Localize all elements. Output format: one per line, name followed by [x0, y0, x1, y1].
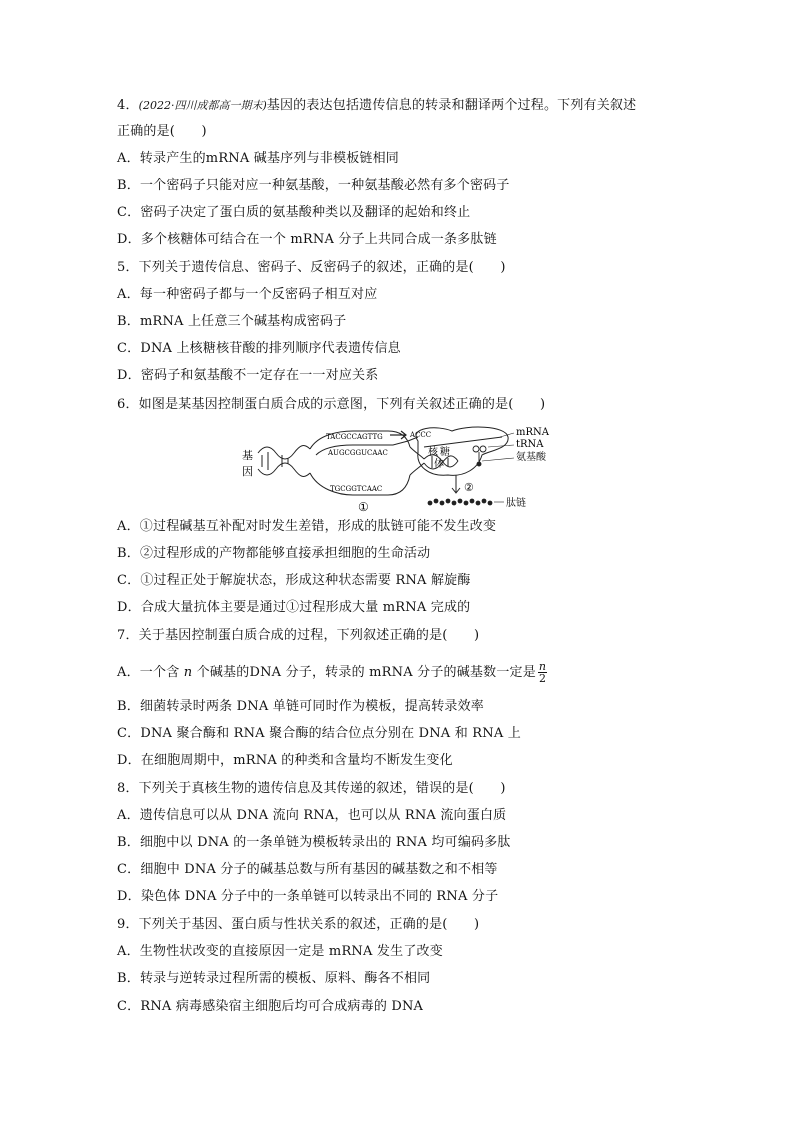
gene-expression-diagram — [238, 425, 568, 517]
q5-option-c: C．DNA 上核糖核苷酸的排列顺序代表遗传信息 — [117, 341, 401, 356]
q4-stem-text: 基因的表达包括遗传信息的转录和翻译两个过程。下列有关叙述 — [266, 98, 637, 113]
q4-number: 4． — [117, 98, 139, 113]
q8-option-d: D．染色体 DNA 分子中的一条单链可以转录出不同的 RNA 分子 — [117, 889, 499, 904]
fraction-denominator: 2 — [538, 672, 547, 685]
q7-option-c: C．DNA 聚合酶和 RNA 聚合酶的结合位点分别在 DNA 和 RNA 上 — [117, 726, 521, 741]
q6-option-b: B．②过程形成的产物都能够直接承担细胞的生命活动 — [117, 546, 431, 561]
ribosome-label-2: 糖 — [440, 447, 450, 458]
q8-stem: 8．下列关于真核生物的遗传信息及其传递的叙述，错误的是( ) — [117, 781, 506, 796]
q4-option-d: D．多个核糖体可结合在一个 mRNA 分子上共同合成一条多肽链 — [117, 232, 497, 247]
seq-mid: AUGCGGUCAAC — [328, 449, 388, 457]
q8-option-a: A．遗传信息可以从 DNA 流向 RNA，也可以从 RNA 流向蛋白质 — [117, 808, 507, 823]
ribosome-label-1: 核 — [428, 447, 438, 458]
seq-bot: TGCGGTCAAC — [330, 485, 383, 493]
fraction-n-over-2 — [538, 661, 547, 684]
q4-stem-line-1 — [117, 98, 636, 114]
q6-stem: 6．如图是某基因控制蛋白质合成的示意图，下列有关叙述正确的是( ) — [117, 397, 546, 412]
process-2-arrow-icon — [452, 475, 460, 493]
q6-option-a: A．①过程碱基互补配对时发生差错，形成的肽链可能不发生改变 — [117, 519, 497, 534]
q5-option-a: A．每一种密码子都与一个反密码子相互对应 — [117, 287, 378, 302]
ribosome-label-3: 体 — [434, 459, 444, 470]
q9-stem: 9．下列关于基因、蛋白质与性状关系的叙述，正确的是( ) — [117, 917, 480, 932]
trna-icon — [473, 446, 486, 466]
q7-option-a — [117, 661, 547, 684]
q6-option-d: D．合成大量抗体主要是通过①过程形成大量 mRNA 完成的 — [117, 600, 471, 615]
seq-out: ACCC — [410, 431, 432, 439]
q8-option-b: B．细胞中以 DNA 的一条单链为模板转录出的 RNA 均可编码多肽 — [117, 835, 511, 850]
process-2-label: ② — [464, 481, 474, 494]
q7-option-a-post: 个碱基的DNA 分子，转录的 mRNA 分子的碱基数一定是 — [196, 665, 536, 680]
seq-top: TACGCCAGTTG — [326, 433, 383, 441]
figure-gene-label-2: 因 — [242, 465, 253, 478]
mrna-label: mRNA — [516, 427, 549, 438]
figure-gene-label-1: 基 — [242, 449, 253, 462]
peptide-label: 肽链 — [506, 498, 526, 509]
q5-stem: 5．下列关于遗传信息、密码子、反密码子的叙述，正确的是( ) — [117, 260, 506, 275]
q9-option-a: A．生物性状改变的直接原因一定是 mRNA 发生了改变 — [117, 944, 443, 959]
q4-stem-line-2: 正确的是( ) — [117, 124, 207, 139]
q7-option-b: B．细菌转录时两条 DNA 单链可同时作为模板，提高转录效率 — [117, 699, 485, 714]
q5-option-b: B．mRNA 上任意三个碱基构成密码子 — [117, 314, 347, 329]
q8-option-c: C．细胞中 DNA 分子的碱基总数与所有基因的碱基数之和不相等 — [117, 862, 498, 877]
fraction-numerator: n — [538, 660, 547, 673]
q9-option-b: B．转录与逆转录过程所需的模板、原料、酶各不相同 — [117, 971, 431, 986]
q7-option-a-pre: A．一个含 — [117, 665, 180, 680]
peptide-chain-icon — [428, 499, 493, 506]
dna-helix-left — [258, 446, 310, 477]
q7-stem: 7．关于基因控制蛋白质合成的过程，下列叙述正确的是( ) — [117, 628, 480, 643]
q4-option-b: B．一个密码子只能对应一种氨基酸，一种氨基酸必然有多个密码子 — [117, 178, 510, 193]
q4-option-a: A．转录产生的mRNA 碱基序列与非模板链相同 — [117, 151, 399, 166]
mrna-strand — [424, 437, 502, 447]
q9-option-c: C．RNA 病毒感染宿主细胞后均可合成病毒的 DNA — [117, 999, 424, 1014]
process-1-label: ① — [358, 500, 369, 514]
q4-source: (2022·四川成都高一期末) — [138, 99, 267, 112]
q6-option-c: C．①过程正处于解旋状态，形成这种状态需要 RNA 解旋酶 — [117, 573, 471, 588]
q7-option-d: D．在细胞周期中，mRNA 的种类和含量均不断发生变化 — [117, 753, 453, 768]
q7-var-n: n — [183, 665, 193, 680]
q4-option-c: C．密码子决定了蛋白质的氨基酸种类以及翻译的起始和终止 — [117, 205, 471, 220]
amino-acid-label: 氨基酸 — [516, 452, 546, 463]
q5-option-d: D．密码子和氨基酸不一定存在一一对应关系 — [117, 368, 379, 383]
trna-label: tRNA — [516, 439, 544, 450]
